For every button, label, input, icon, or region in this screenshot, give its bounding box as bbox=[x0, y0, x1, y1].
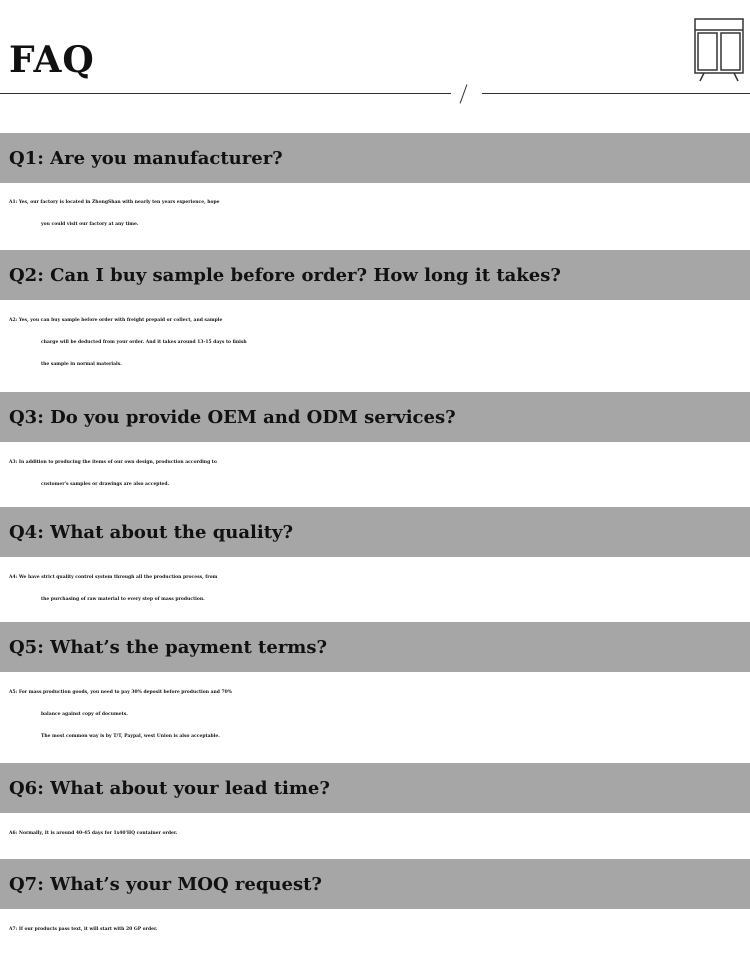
faq-question-band bbox=[0, 507, 750, 557]
faq-question-band bbox=[0, 859, 750, 909]
cabinet-icon bbox=[694, 18, 744, 82]
faq-answer-line: A1: Yes, our factory is located in ZhongShan with nearly ten years experience, hope bbox=[9, 200, 220, 205]
faq-question-band bbox=[0, 133, 750, 183]
faq-answer-line: the purchasing of raw material to every step of mass production. bbox=[41, 597, 205, 602]
faq-answer bbox=[0, 452, 750, 496]
faq-answer-line: A6: Normally, It is around 40-45 days for 1x40'HQ container order. bbox=[9, 831, 178, 836]
faq-answer-line: A4: We have strict quality control system through all the production process, from bbox=[9, 575, 218, 580]
faq-question: Q7: What’s your MOQ request? bbox=[9, 873, 322, 895]
header-rule-right bbox=[482, 93, 750, 94]
faq-answer-line: A5: For mass production goods, you need to pay 30% deposit before production and 70% bbox=[9, 690, 233, 695]
faq-answer bbox=[0, 567, 750, 611]
page-title: FAQ bbox=[9, 39, 95, 81]
faq-answer-line: the sample in normal materials. bbox=[41, 362, 122, 367]
faq-answer bbox=[0, 192, 750, 236]
faq-question: Q6: What about your lead time? bbox=[9, 777, 330, 799]
faq-answer-line: A7: If our products pass text, it will start with 20 GP order. bbox=[9, 927, 158, 932]
faq-answer bbox=[0, 310, 750, 376]
faq-question: Q1: Are you manufacturer? bbox=[9, 147, 283, 169]
faq-question: Q3: Do you provide OEM and ODM services? bbox=[9, 406, 456, 428]
faq-answer-line: A3: In addition to producing the items of our own design, production according to bbox=[9, 460, 217, 465]
faq-question: Q5: What’s the payment terms? bbox=[9, 636, 328, 658]
faq-question-band bbox=[0, 763, 750, 813]
faq-answer-line: A2: Yes, you can buy sample before order with freight prepaid or collect, and sample bbox=[9, 318, 223, 323]
header-slash bbox=[460, 84, 468, 103]
faq-question-band bbox=[0, 250, 750, 300]
faq-answer-line: The most common way is by T/T, Paypal, west Union is also acceptable. bbox=[41, 734, 220, 739]
faq-question-band bbox=[0, 622, 750, 672]
header-rule-left bbox=[0, 93, 451, 94]
faq-answer-line: customer's samples or drawings are also accepted. bbox=[41, 482, 170, 487]
faq-answer bbox=[0, 919, 750, 941]
faq-question: Q4: What about the quality? bbox=[9, 521, 294, 543]
faq-answer bbox=[0, 682, 750, 748]
faq-answer-line: charge will be deducted from your order. And it takes around 13-15 days to finish bbox=[41, 340, 247, 345]
faq-answer bbox=[0, 823, 750, 845]
faq-question-band bbox=[0, 392, 750, 442]
faq-question: Q2: Can I buy sample before order? How long it takes? bbox=[9, 264, 561, 286]
faq-answer-line: balance against copy of documets. bbox=[41, 712, 128, 717]
faq-answer-line: you could visit our factory at any time. bbox=[41, 222, 139, 227]
